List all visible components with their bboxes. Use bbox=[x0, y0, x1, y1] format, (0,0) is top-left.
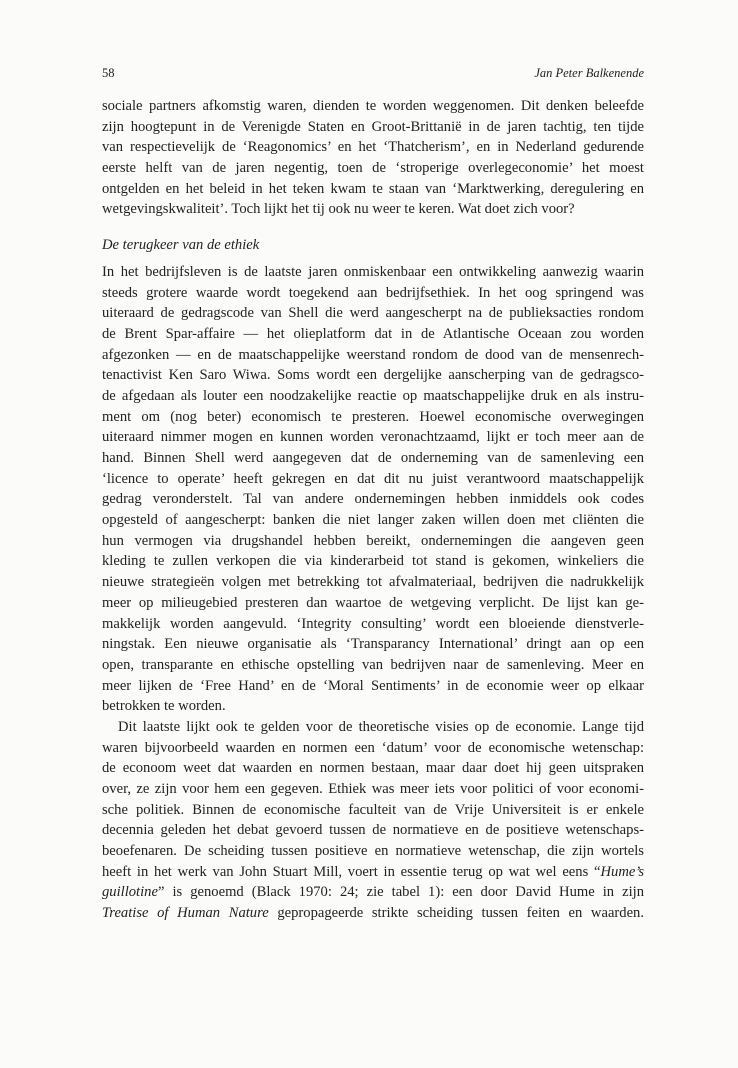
text-line: uiteraard de gedragscode van Shell die werd aangescherpt na de publieksacties rondom bbox=[102, 305, 644, 322]
italic-term: Hume’s bbox=[600, 863, 644, 880]
text-line bbox=[102, 862, 644, 883]
text-line: beoefenaren. De scheiding tussen positieve en normatieve wetenschap, die zijn wortels bbox=[102, 843, 644, 860]
text-line: de afgedaan als louter een noodzakelijke reactie op maatschappelijke druk en als instru- bbox=[102, 387, 644, 404]
text-line: makkelijk worden aangevuld. ‘Integrity consulting’ wordt een bloeiende dienstverle- bbox=[102, 615, 644, 632]
text-line bbox=[102, 882, 644, 903]
text-line: hand. Binnen Shell werd aangegeven dat de onderneming van de samenleving een bbox=[102, 450, 644, 466]
text-line: gedrag veronderstelt. Tal van andere ondernemingen hebben inmiddels ook codes bbox=[102, 491, 644, 508]
text-line: zijn hoogtepunt in de Verenigde Staten en Groot-Brittanië in de jaren tachtig, ten tijde bbox=[102, 118, 644, 135]
text-line: meer op milieugebied presteren dan waartoe de wetgeving verplicht. De lijst kan ge- bbox=[102, 594, 644, 611]
section-heading: De terugkeer van de ethiek bbox=[102, 237, 260, 254]
text-line: meer lijken de ‘Free Hand’ en de ‘Moral Sentiments’ in de economie weer op elkaar bbox=[102, 677, 644, 694]
text-line: afgezonken — en de maatschappelijke weerstand rondom de dood van de mensenrech- bbox=[102, 346, 644, 363]
page-header bbox=[102, 66, 644, 86]
text-line: ningstak. Een nieuwe organisatie als ‘Transparancy International’ dringt aan op een bbox=[102, 636, 644, 653]
text-line: kleding te zullen verkopen die via kinderarbeid tot stand is gekomen, winkeliers die bbox=[102, 553, 644, 570]
text-line: sociale partners afkomstig waren, dienden te worden weggenomen. Dit denken beleefde bbox=[102, 98, 644, 114]
paragraph-economic-theory bbox=[102, 717, 644, 924]
text-line: open, transparante en ethische opstelling van bedrijven naar de samenleving. Meer en bbox=[102, 656, 644, 673]
body-text bbox=[102, 96, 644, 924]
text-line: opgesteld of aangescherpt: banken die niet langer zaken willen doen met cliënten die bbox=[102, 512, 644, 529]
text-line: ontgelden en het beleid in het teken kwam te staan van ‘Marktwerking, deregulering en bbox=[102, 180, 644, 197]
running-head-author: Jan Peter Balkenende bbox=[534, 66, 644, 80]
text-line: de econoom weet dat waarden en normen bestaan, maar daar doet hij geen uitspraken bbox=[102, 760, 644, 777]
text-line: de Brent Spar-affaire — het olieplatform dat in de Atlantische Oceaan zou worden bbox=[102, 325, 644, 342]
text-line: nieuwe strategieën volgen met betrekking tot afvalmateriaal, bedrijven die nadrukkelijk bbox=[102, 574, 644, 591]
paragraph-business-ethics bbox=[102, 262, 644, 717]
text-fragment: heeft in het werk van John Stuart Mill, voert in essentie terug op wat wel eens “ bbox=[102, 863, 601, 880]
text-line: wetgevingskwaliteit’. Toch lijkt het tij ook nu weer te keren. Wat doet zich voor? bbox=[102, 201, 575, 218]
text-line bbox=[102, 903, 644, 924]
text-line: In het bedrijfsleven is de laatste jaren onmiskenbaar een ontwikkeling aanwezig waarin bbox=[102, 263, 644, 280]
text-line: ‘licence to operate’ heeft gekregen en dat dit nu juist verantwoord maatschappelijk bbox=[102, 470, 644, 487]
text-line: tenactivist Ken Saro Wiwa. Soms wordt een dergelijke aanscherping van de gedragsco- bbox=[102, 367, 644, 384]
text-fragment: gepropageerde strikte scheiding tussen feiten en waarden. bbox=[268, 905, 644, 922]
text-line: sche politiek. Binnen de economische faculteit van de Vrije Universiteit is er enkele bbox=[102, 801, 644, 818]
italic-term: guillotine bbox=[102, 884, 158, 901]
paragraph-intro bbox=[102, 96, 644, 220]
text-line: betrokken te worden. bbox=[102, 698, 226, 715]
text-line: Dit laatste lijkt ook te gelden voor de theoretische visies op de economie. Lange tijd bbox=[118, 718, 644, 735]
text-line: over, ze zijn voor hem een gegeven. Ethiek was meer iets voor politici of voor economi- bbox=[102, 781, 644, 797]
text-line: hun vermogen via drugshandel hebben bereikt, ondernemingen die aangeven geen bbox=[102, 532, 644, 549]
text-fragment: ” is genoemd (Black 1970: 24; zie tabel 1): een door David Hume in zijn bbox=[157, 884, 644, 901]
text-line: steeds grotere waarde wordt toegekend aan bedrijfsethiek. In het oog springend was bbox=[102, 284, 644, 301]
text-line: decennia geleden het debat gevoerd tussen de normatieve en de positieve wetenschaps- bbox=[102, 822, 644, 839]
book-title: Treatise of Human Nature bbox=[102, 905, 269, 922]
text-line: van respectievelijk de ‘Reagonomics’ en het ‘Thatcherism’, en in Nederland gedurende bbox=[102, 139, 644, 156]
page-number: 58 bbox=[102, 66, 115, 80]
text-line: uiteraard nimmer mogen en kunnen worden veronachtzaamd, lijkt er toch meer aan de bbox=[102, 429, 644, 446]
text-line: eerste helft van de jaren negentig, toen de ‘stroperige overlegeconomie’ het moest bbox=[102, 160, 644, 177]
text-line: ment om (nog beter) economisch te presteren. Hoewel economische overwegingen bbox=[102, 408, 644, 425]
text-line: waren bijvoorbeeld waarden en normen een ‘datum’ voor de economische wetenschap: bbox=[102, 739, 644, 756]
